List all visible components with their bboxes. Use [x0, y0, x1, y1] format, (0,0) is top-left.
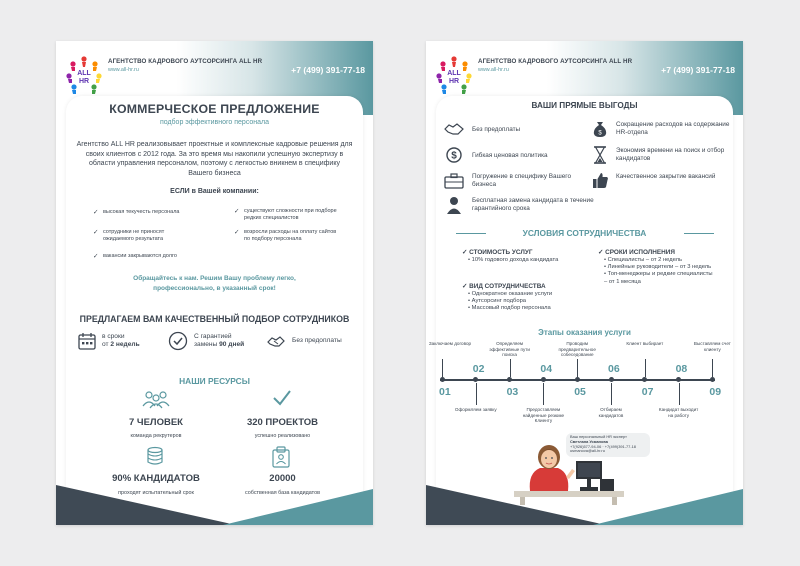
- feature-value: 90 дней: [219, 341, 245, 349]
- problem-item: [234, 229, 339, 243]
- problem-text: вакансии закрываются долго: [103, 253, 177, 259]
- svg-text:HR: HR: [78, 78, 90, 85]
- problem-text: высокая текучесть персонала: [103, 209, 180, 215]
- feature-line: С гарантией: [194, 333, 232, 340]
- type-item-text: Однократное оказание услуги: [471, 291, 553, 297]
- thumbs-up-icon: [592, 172, 609, 189]
- intro-paragraph: Агентство ALL HR реализовывает проектные и комплексные кадровые решения для своих клиентов с 2012 года. За это время мы накопили успешную экспертизу в области управления персоналом, поэтому с легкостью вникнем в специфику Вашего бизнеса: [76, 141, 353, 177]
- cta-line: профессионально, в указанный срок!: [153, 285, 276, 292]
- terms-heading: ✓ СРОКИ ИСПОЛНЕНИЯ: [598, 249, 675, 256]
- terms-block: [598, 248, 716, 286]
- cost-item-text: 10% годового дохода кандидата: [471, 257, 559, 263]
- benefit-item: Гибкая ценовая политика: [472, 152, 548, 159]
- check-icon: ✓: [93, 229, 99, 236]
- feature-line: замены: [194, 341, 220, 349]
- stage-number: 02: [472, 363, 485, 375]
- page-1-commercial-offer: [56, 41, 373, 525]
- stage-label: Выставляем счет клиенту: [693, 341, 731, 352]
- type-heading-text: ВИД СОТРУДНИЧЕСТВА: [469, 283, 546, 290]
- handshake-icon: [444, 121, 464, 137]
- cta-text: [56, 274, 373, 294]
- all-hr-logo: [66, 55, 102, 95]
- website-link[interactable]: www.all-hr.ru: [108, 67, 139, 73]
- database-icon: [271, 446, 291, 468]
- team-icon: [142, 390, 170, 408]
- phone-number[interactable]: +7 (499) 391-77-18: [291, 65, 365, 75]
- stage-number: 04: [540, 363, 553, 375]
- stage-connector: [679, 383, 680, 405]
- agency-name: АГЕНТСТВО КАДРОВОГО АУТСОРСИНГА ALL HR: [478, 58, 633, 65]
- feature-term: [102, 333, 140, 350]
- svg-text:HR: HR: [448, 78, 460, 85]
- stage-connector: [645, 359, 646, 377]
- coins-icon: [144, 446, 166, 468]
- terms-item-text: Топ-менеджеры и редкие специалисты – от 1 месяца: [604, 271, 713, 285]
- stage-label: Заключаем договор: [428, 341, 472, 346]
- offer-heading: ПРЕДЛАГАЕМ ВАМ КАЧЕСТВЕННЫЙ ПОДБОР СОТРУДНИКОВ: [79, 314, 350, 324]
- problem-text: возросли расходы на оплату сайтов по подбору персонала: [244, 229, 337, 242]
- terms-item-text: Специалисты – от 2 недель: [607, 257, 683, 263]
- timeline-dot: [609, 377, 614, 382]
- stage-connector: [712, 359, 713, 377]
- if-heading: ЕСЛИ в Вашей компании:: [170, 188, 259, 195]
- stage-number: 08: [675, 363, 688, 375]
- expert-name: Светлана Усманова: [570, 438, 608, 444]
- page-2-benefits: [426, 41, 743, 525]
- expert-line: Ваш персональный HR эксперт: [570, 434, 627, 439]
- benefit-item: Сокращение расходов на содержание HR-отдела: [616, 121, 730, 136]
- type-item: • Аутсорсинг подбора: [468, 298, 527, 305]
- type-item: • Однократное оказание услуги: [468, 291, 553, 297]
- feature-no-prepay: Без предоплаты: [292, 337, 342, 344]
- stage-number: 05: [574, 386, 586, 398]
- cost-block: [462, 248, 572, 264]
- problem-item: [93, 209, 203, 216]
- benefit-item: Экономия времени на поиск и отбор кандидатов: [616, 147, 725, 162]
- all-hr-logo: [436, 55, 472, 95]
- feature-line: от: [102, 341, 111, 349]
- stage-label: Проводим предварительное собеседование: [558, 341, 596, 358]
- cost-heading-text: СТОИМОСТЬ УСЛУГ: [469, 249, 533, 256]
- briefcase-icon: [444, 173, 464, 189]
- benefit-item: Качественное закрытие вакансий: [616, 173, 716, 180]
- problem-item: [93, 253, 213, 260]
- phone-number[interactable]: +7 (499) 391-77-18: [661, 65, 735, 75]
- stage-label: Клиент выбирает: [626, 341, 664, 346]
- benefit-item: Бесплатная замена кандидата в течение гарантийного срока: [472, 197, 594, 212]
- type-item-text: Аутсорсинг подбора: [471, 298, 527, 305]
- terms-item-text: Линейные руководители – от 3 недель: [607, 264, 712, 271]
- feature-line: в сроки: [102, 333, 125, 340]
- stage-number: 03: [506, 386, 519, 398]
- terms-item: • Специалисты – от 2 недель: [604, 257, 683, 263]
- person-icon: [446, 196, 462, 214]
- check-icon: ✓: [234, 208, 240, 215]
- expert-illustration: [514, 435, 624, 505]
- timeline-dot: [440, 377, 445, 382]
- stage-connector: [611, 383, 612, 405]
- svg-text:$: $: [598, 130, 602, 137]
- stage-number: 06: [608, 363, 620, 375]
- stage-number: 01: [439, 386, 451, 398]
- problem-item: [93, 229, 183, 243]
- calendar-icon: [78, 332, 96, 350]
- money-bag-icon: [592, 120, 608, 138]
- stage-connector: [510, 359, 511, 377]
- check-icon: ✓: [93, 253, 99, 260]
- page-subtitle: подбор эффективного персонала: [159, 119, 270, 126]
- expert-phone[interactable]: +7(926)577-94-06 · +7(499)391-77-18: [570, 443, 636, 449]
- resource-value: 320 ПРОЕКТОВ: [246, 417, 319, 428]
- resource-caption: проходят испытательный срок: [118, 490, 194, 496]
- resource-caption: собственная база кандидатов: [245, 490, 320, 496]
- svg-text:ALL: ALL: [77, 70, 91, 77]
- stage-label: Отбираем кандидатов: [598, 407, 624, 418]
- benefit-item: Погружение в специфику Вашего бизнеса: [472, 173, 572, 188]
- stages-heading: Этапы оказания услуги: [538, 328, 631, 337]
- resource-value: 90% КАНДИДАТОВ: [112, 473, 200, 484]
- problem-text: существуют сложности при подборе редких специалистов: [244, 208, 337, 221]
- stage-connector: [577, 359, 578, 377]
- problem-item: [234, 208, 339, 222]
- expert-email[interactable]: usmanova@all-hr.ru: [570, 448, 605, 454]
- benefit-item: Без предоплаты: [472, 126, 521, 133]
- agency-name: АГЕНТСТВО КАДРОВОГО АУТСОРСИНГА ALL HR: [108, 58, 263, 65]
- terms-item: • Топ-менеджеры и редкие специалисты – от 1 месяца: [604, 271, 713, 285]
- benefits-heading: ВАШИ ПРЯМЫЕ ВЫГОДЫ: [531, 101, 638, 110]
- website-link[interactable]: www.all-hr.ru: [478, 67, 509, 73]
- dollar-icon: [446, 147, 462, 163]
- cost-item: • 10% годового дохода кандидата: [468, 257, 559, 263]
- stage-number: 07: [641, 386, 654, 398]
- stage-connector: [442, 359, 443, 377]
- cost-heading: ✓ СТОИМОСТЬ УСЛУГ: [462, 249, 533, 256]
- conditions-heading: УСЛОВИЯ СОТРУДНИЧЕСТВА: [522, 228, 647, 238]
- svg-text:$: $: [451, 150, 457, 162]
- terms-heading-text: СРОКИ ИСПОЛНЕНИЯ: [605, 249, 675, 256]
- type-item-text: Массовый подбор персонала: [471, 305, 551, 312]
- cta-line: Обращайтесь к нам. Решим Вашу проблему легко,: [133, 275, 296, 282]
- svg-text:ALL: ALL: [447, 70, 461, 77]
- feature-guarantee: [194, 333, 244, 350]
- guarantee-icon: [168, 331, 188, 351]
- resources-heading: НАШИ РЕСУРСЫ: [179, 376, 250, 386]
- stage-label: Определяем эффективные пути поиска: [489, 341, 530, 358]
- problem-text: сотрудники не приносят ожидаемого результата: [103, 229, 165, 242]
- stage-number: 09: [709, 386, 722, 398]
- resource-value: 20000: [269, 473, 296, 484]
- resource-caption: успешно реализовано: [254, 433, 311, 439]
- stage-label: Кандидат выходит на работу: [658, 407, 699, 418]
- feature-value: 2 недель: [110, 341, 140, 349]
- stage-connector: [476, 383, 477, 405]
- type-heading: ✓ ВИД СОТРУДНИЧЕСТВА: [462, 283, 546, 290]
- checkmark-icon: [272, 389, 292, 407]
- resource-value: 7 ЧЕЛОВЕК: [129, 417, 183, 428]
- page-title: КОММЕРЧЕСКОЕ ПРЕДЛОЖЕНИЕ: [109, 102, 320, 116]
- check-icon: ✓: [234, 229, 240, 236]
- stage-label: Предоставляем найденные резюме Клиенту: [522, 407, 565, 424]
- stage-connector: [543, 383, 544, 405]
- no-prepay-icon: [266, 331, 286, 351]
- resource-caption: команда рекрутеров: [130, 433, 182, 439]
- type-block: [462, 282, 592, 313]
- hourglass-icon: [593, 146, 607, 164]
- type-item: • Массовый подбор персонала: [468, 305, 551, 312]
- terms-item: • Линейные руководители – от 3 недель: [604, 264, 712, 271]
- check-icon: ✓: [93, 209, 99, 216]
- stage-label: Оформляем заявку: [454, 407, 497, 412]
